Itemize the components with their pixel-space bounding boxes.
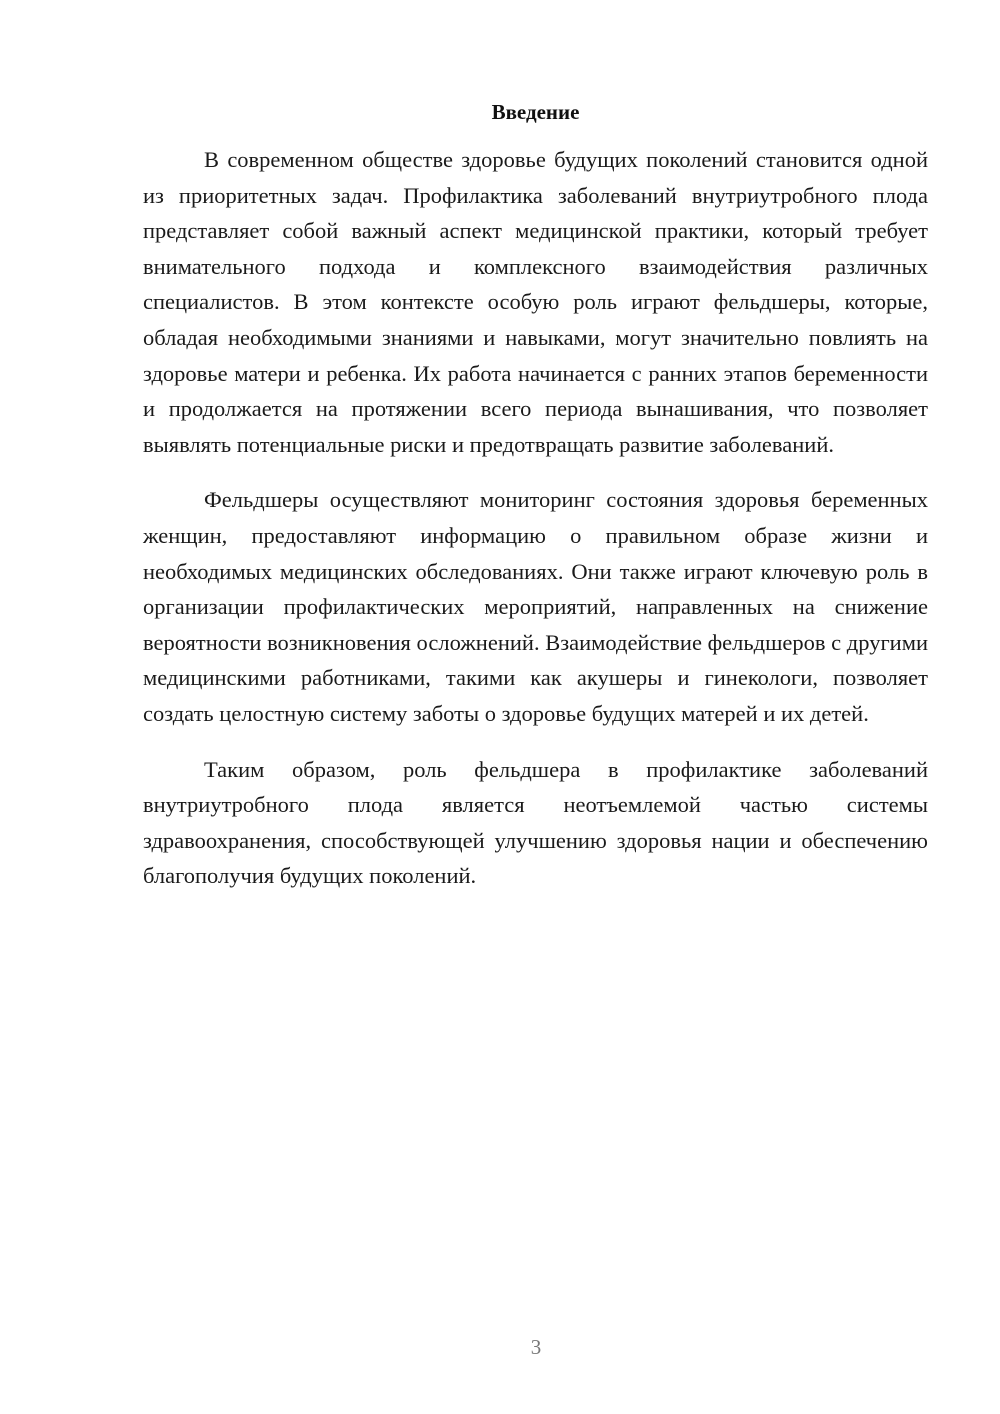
paragraph-3: Таким образом, роль фельдшера в профилактике заболеваний внутриутробного плода является неотъемлемой частью системы здравоохранения, способствующей улучшению здоровья нации и обеспечению благополучия будущих поколений. [143, 756, 928, 889]
document-body [143, 142, 928, 914]
page-number: 3 [530, 1335, 542, 1359]
paragraph-2: Фельдшеры осуществляют мониторинг состояния здоровья беременных женщин, предоставляют информацию о правильном образе жизни и необходимых медицинских обследованиях. Они также играют ключевую роль в организации профилактических мероприятий, направленных на снижение вероятности возникновения осложнений. Взаимодействие фельдшеров с другими медицинскими работниками, такими как акушеры и гинекологи, позволяет создать целостную систему заботы о здоровье будущих матерей и их детей. [143, 487, 928, 726]
section-title: Введение [491, 100, 580, 124]
paragraph-1: В современном обществе здоровье будущих поколений становится одной из приоритетных задач. Профилактика заболеваний внутриутробного плода представляет собой важный аспект медицинской практики, который требует внимательного подхода и комплексного взаимодействия различных специалистов. В этом контексте особую роль играют фельдшеры, которые, обладая необходимыми знаниями и навыками, могут значительно повлиять на здоровье матери и ребенка. Их работа начинается с ранних этапов беременности и продолжается на протяжении всего периода вынашивания, что позволяет выявлять потенциальные риски и предотвращать развитие заболеваний. [143, 147, 928, 457]
